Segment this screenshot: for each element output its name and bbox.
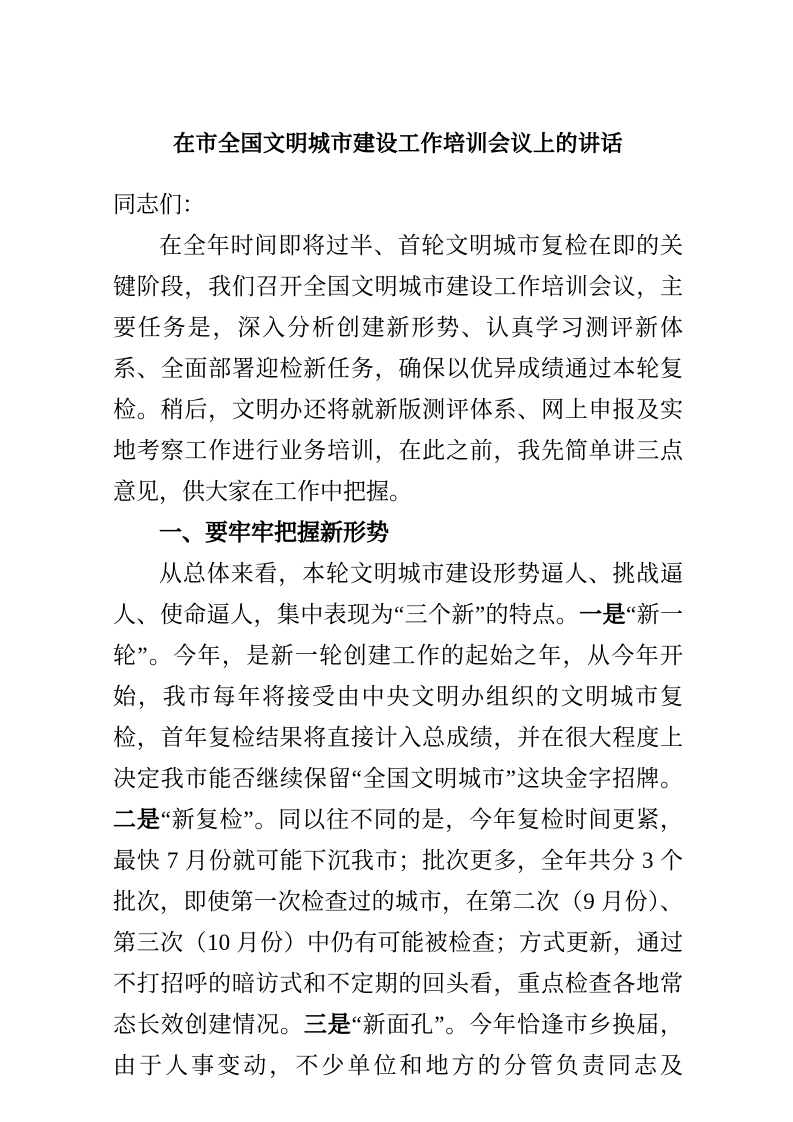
bold-emphasis-run-first: 一是 bbox=[579, 602, 626, 627]
section-1-heading: 一、要牢牢把握新形势 bbox=[159, 520, 389, 545]
document-title: 在市全国文明城市建设工作培训会议上的讲话 bbox=[172, 131, 623, 156]
document-body bbox=[113, 184, 683, 1086]
salutation: 同志们： bbox=[113, 192, 205, 217]
intro-paragraph: 在全年时间即将过半、首轮文明城市复检在即的关键阶段，我们召开全国文明城市建设工作培训会议，主要任务是，深入分析创建新形势、认真学习测评新体系、全面部署迎检新任务，确保以优异成绩通过本轮复检。稍后，文明办还将就新版测评体系、网上申报及实地考察工作进行业务培训，在此之前，我先简单讲三点意见，供大家在工作中把握。 bbox=[113, 233, 683, 504]
text-run: “新复检”。同以往不同的是，今年复检时间更紧，最快 7 月份就可能下沉我市；批次更多，全年共分 3 个批次，即使第一次检查过的城市，在第二次（9 月份）、第三次（10 月份）中仍有可能被检查；方式更新，通过不打招呼的暗访式和不定期的回头看，重点检查各地常态长效创建情况。 bbox=[113, 807, 683, 1037]
text-run: 从总体来看，本轮文明城市建设形势逼人、挑战逼人、使命逼人，集中表现为“三个新”的特点。 bbox=[113, 561, 683, 627]
bold-emphasis-run-third: 三是 bbox=[303, 1012, 352, 1037]
bold-emphasis-run-second: 二是 bbox=[113, 807, 161, 832]
section-1-paragraph bbox=[113, 553, 683, 1086]
text-run: “新一轮”。今年，是新一轮创建工作的起始之年，从今年开始，我市每年将接受由中央文明办组织的文明城市复检，首年复检结果将直接计入总成绩，并在很大程度上决定我市能否继续保留“全国文明城市”这块金字招牌。 bbox=[113, 602, 684, 791]
text-run: “新面孔”。今年恰逢市乡换届，由于人事变动，不少单位和地方的分管负责同志及 bbox=[113, 1012, 683, 1078]
